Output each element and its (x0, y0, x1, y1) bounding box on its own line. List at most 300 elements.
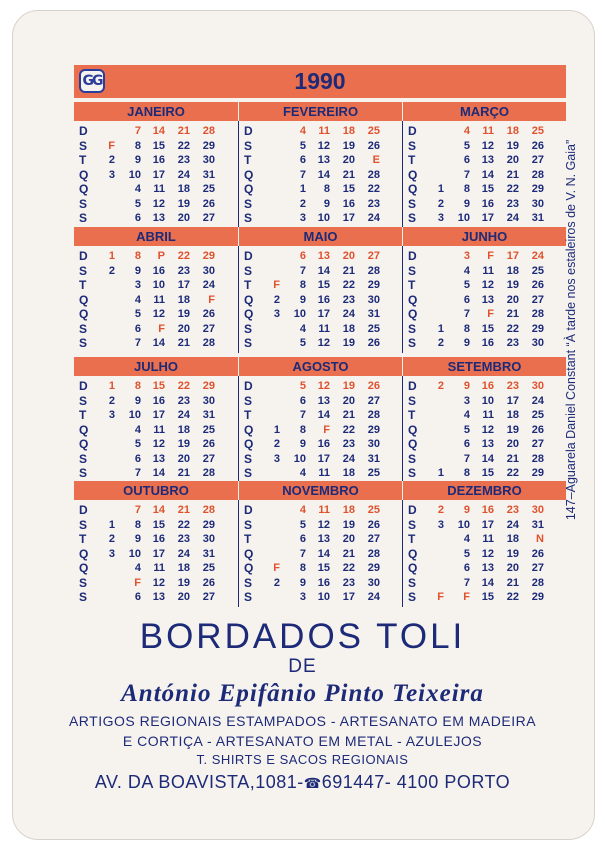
date: 16 (342, 197, 355, 210)
weekday-letter: T (408, 532, 416, 546)
weekday-letter: D (79, 503, 88, 517)
month-days (402, 500, 566, 607)
weekday-letter: S (408, 138, 417, 153)
date: 3 (108, 547, 115, 560)
date: 21 (506, 308, 519, 320)
date: 28 (202, 337, 215, 349)
date: 31 (531, 518, 544, 531)
month-days (402, 121, 566, 228)
holiday-date: 27 (367, 250, 380, 262)
week-row (74, 503, 238, 518)
business-de: DE (288, 656, 317, 677)
date: 7 (463, 452, 470, 465)
date: 14 (317, 547, 330, 560)
date: 29 (531, 322, 544, 335)
weekday-letter: D (244, 124, 253, 138)
date: 19 (177, 197, 190, 210)
weekday-letter: S (79, 575, 88, 590)
week-row (403, 211, 567, 226)
date: 10 (128, 547, 141, 560)
date: 20 (506, 293, 519, 306)
date: 28 (531, 576, 544, 589)
postal-city: - 4100 PORTO (384, 772, 511, 792)
date: 8 (299, 562, 306, 574)
date: 17 (342, 591, 355, 603)
calendar-grid (74, 65, 566, 610)
month-junho (402, 227, 566, 355)
month-name: JULHO (74, 357, 238, 376)
holiday-date: 23 (506, 380, 519, 392)
month-name: MARÇO (402, 102, 566, 121)
date: 31 (202, 168, 215, 181)
date: 25 (367, 322, 380, 335)
date: 16 (481, 337, 494, 349)
week-row (74, 197, 238, 212)
weekday-letter: S (79, 393, 88, 408)
date: 21 (342, 409, 355, 421)
date: 14 (152, 337, 165, 349)
date: 3 (437, 212, 444, 224)
week-row (403, 503, 567, 518)
date: 17 (177, 279, 190, 291)
date: 30 (367, 576, 380, 589)
date: 23 (177, 264, 190, 277)
week-row (403, 139, 567, 154)
holiday-date: 12 (317, 380, 330, 392)
date: 17 (317, 308, 330, 320)
holiday-date: F (437, 591, 444, 603)
weekday-letter: Q (244, 307, 254, 321)
weekday-letter: Q (79, 561, 89, 575)
holiday-date: 29 (202, 250, 215, 262)
date: 28 (531, 308, 544, 320)
week-row (239, 182, 403, 197)
date: 16 (317, 438, 330, 450)
date: 19 (342, 139, 355, 152)
weekday-letter: T (408, 278, 416, 292)
weekday-letter: D (79, 379, 88, 393)
weekday-letter: S (408, 211, 417, 225)
date: 14 (317, 168, 330, 181)
week-row (403, 561, 567, 576)
weekday-letter: S (79, 321, 88, 336)
date: 23 (506, 197, 519, 210)
date: 24 (177, 547, 190, 560)
date: 3 (299, 591, 306, 603)
week-row (403, 379, 567, 394)
weekday-letter: Q (79, 182, 89, 196)
date: 24 (506, 212, 519, 224)
date: 21 (342, 547, 355, 560)
week-row (239, 139, 403, 154)
date: 5 (299, 518, 306, 531)
date: 26 (531, 547, 544, 560)
weekday-letter: S (408, 393, 417, 408)
date: 20 (342, 533, 355, 545)
week-row (74, 293, 238, 308)
date: 19 (506, 423, 519, 436)
holiday-date: 20 (342, 250, 355, 262)
date: 20 (177, 322, 190, 335)
date: 20 (506, 438, 519, 450)
month-days (74, 121, 238, 228)
weekday-letter: D (244, 249, 253, 263)
week-row (239, 278, 403, 293)
date: 8 (134, 518, 141, 531)
week-row (403, 264, 567, 279)
date: 26 (531, 423, 544, 436)
date: 20 (342, 154, 355, 166)
weekday-letter: D (408, 124, 417, 138)
date: 13 (152, 452, 165, 465)
holiday-date: 18 (342, 504, 355, 516)
date: 28 (367, 409, 380, 421)
month-name: ABRIL (74, 227, 238, 246)
year-header (74, 65, 566, 98)
month-janeiro (74, 102, 238, 230)
date: 18 (177, 183, 190, 195)
date: 12 (317, 139, 330, 152)
date: 24 (367, 212, 380, 224)
month-days (238, 246, 402, 353)
date: 11 (153, 293, 165, 306)
week-row (74, 153, 238, 168)
date: 27 (531, 293, 544, 306)
date: 16 (152, 533, 165, 545)
month-name: FEVEREIRO (238, 102, 402, 121)
date: 19 (506, 139, 519, 152)
date: 6 (299, 394, 306, 407)
date: 6 (463, 293, 470, 306)
date: 2 (108, 394, 115, 407)
holiday-date: 8 (134, 380, 141, 392)
weekday-letter: S (408, 321, 417, 336)
weekday-letter: S (244, 196, 253, 211)
date: 6 (463, 562, 470, 574)
month-julho (74, 357, 238, 485)
weekday-letter: Q (79, 546, 89, 561)
month-days (74, 376, 238, 483)
date: 25 (202, 562, 215, 574)
date: 29 (202, 518, 215, 531)
date: 22 (342, 423, 355, 436)
date: 9 (134, 264, 141, 277)
date: 5 (463, 547, 470, 560)
weekday-letter: T (79, 278, 87, 292)
weekday-letter: Q (244, 182, 254, 196)
date: 11 (318, 467, 330, 479)
week-row (74, 336, 238, 351)
holiday-date: 24 (531, 250, 544, 262)
weekday-letter: T (244, 532, 252, 546)
week-row (74, 394, 238, 409)
month-days (74, 246, 238, 353)
month-days (238, 376, 402, 483)
week-row (239, 124, 403, 139)
date: 9 (134, 394, 141, 407)
weekday-letter: Q (408, 167, 418, 182)
holiday-date: 22 (177, 380, 190, 392)
week-row (74, 211, 238, 226)
date: 4 (463, 533, 470, 545)
date: 10 (293, 308, 306, 320)
weekday-letter: Q (244, 546, 254, 561)
date: 21 (177, 467, 190, 479)
month-name: AGOSTO (238, 357, 402, 376)
weekday-letter: S (244, 393, 253, 408)
date: 26 (367, 139, 380, 152)
date: 16 (152, 154, 165, 166)
date: 21 (506, 168, 519, 181)
date: 15 (152, 518, 165, 531)
date: 2 (108, 264, 115, 277)
date: 15 (481, 467, 494, 479)
weekday-letter: D (244, 379, 253, 393)
month-days (402, 376, 566, 483)
month-days (238, 121, 402, 228)
holiday-date: 21 (177, 504, 190, 516)
date: 12 (152, 438, 165, 450)
date: 1 (437, 322, 444, 335)
week-row (74, 278, 238, 293)
month-name: NOVEMBRO (238, 481, 402, 500)
weekday-letter: D (79, 124, 88, 138)
date: 8 (463, 322, 470, 335)
month-name: JANEIRO (74, 102, 238, 121)
date: 9 (463, 337, 470, 349)
month-fevereiro (238, 102, 402, 230)
week-row (239, 576, 403, 591)
week-row (403, 124, 567, 139)
date: 31 (202, 409, 215, 421)
date: 14 (152, 467, 165, 479)
date: 13 (481, 438, 494, 450)
holiday-date: 28 (202, 125, 215, 137)
holiday-date: F (273, 279, 280, 291)
week-row (239, 379, 403, 394)
date: 13 (481, 293, 494, 306)
date: 5 (463, 423, 470, 436)
products-line-2: E CORTIÇA - ARTESANATO EM METAL - AZULEJOS (122, 733, 483, 749)
month-name: OUTUBRO (74, 481, 238, 500)
date: 23 (177, 394, 190, 407)
date: 29 (202, 139, 215, 152)
date: 23 (367, 197, 380, 210)
holiday-date: F (487, 250, 494, 262)
date: 5 (299, 139, 306, 152)
date: 24 (342, 452, 355, 465)
weekday-letter: T (79, 532, 87, 546)
business-owner: António Epifânio Pinto Teixeira (121, 680, 484, 707)
week-row (239, 408, 403, 423)
date: 1 (437, 183, 444, 195)
date: 25 (531, 409, 544, 421)
holiday-date: 28 (202, 504, 215, 516)
weekday-letter: Q (79, 307, 89, 321)
date: 13 (317, 154, 330, 166)
weekday-letter: S (408, 466, 417, 480)
holiday-date: N (536, 533, 544, 545)
weekday-letter: S (244, 321, 253, 336)
date: 14 (317, 264, 330, 277)
date: 28 (531, 452, 544, 465)
date: 22 (506, 322, 519, 335)
week-row (239, 503, 403, 518)
phone-icon: ☎ (303, 775, 322, 791)
weekday-letter: S (408, 590, 417, 604)
month-name: SETEMBRO (402, 357, 566, 376)
date: 11 (482, 264, 494, 277)
weekday-letter: S (79, 451, 88, 466)
holiday-date: 14 (152, 504, 165, 516)
date: 26 (531, 139, 544, 152)
date: 5 (463, 139, 470, 152)
weekday-letter: Q (244, 422, 254, 437)
weekday-letter: Q (408, 437, 418, 451)
date: 20 (177, 591, 190, 603)
date: 5 (134, 308, 141, 320)
month-name: DEZEMBRO (402, 481, 566, 500)
date: 27 (202, 212, 215, 224)
date: 9 (134, 154, 141, 166)
week-row (239, 153, 403, 168)
date: 17 (317, 452, 330, 465)
date: 9 (299, 293, 306, 306)
week-row (239, 322, 403, 337)
holiday-date: 3 (463, 250, 470, 262)
week-row (74, 182, 238, 197)
holiday-date: F (134, 576, 141, 589)
date: 6 (134, 212, 141, 224)
date: 7 (299, 264, 306, 277)
week-row (239, 518, 403, 533)
date: 5 (134, 438, 141, 450)
date: 28 (202, 467, 215, 479)
date: 4 (463, 264, 470, 277)
date: 16 (152, 264, 165, 277)
date: 25 (202, 423, 215, 436)
date: 15 (481, 322, 494, 335)
date: 23 (177, 154, 190, 166)
date: 13 (481, 562, 494, 574)
date: 31 (531, 212, 544, 224)
week-row (239, 590, 403, 605)
date: 17 (506, 394, 519, 407)
date: 6 (299, 533, 306, 545)
month-abril (74, 227, 238, 355)
date: 6 (463, 438, 470, 450)
weekday-letter: S (408, 575, 417, 590)
date: 18 (342, 322, 355, 335)
date: 20 (177, 452, 190, 465)
date: 2 (299, 197, 306, 210)
week-row (74, 532, 238, 547)
date: 10 (457, 518, 470, 531)
date: 1 (299, 183, 306, 195)
date: 27 (202, 322, 215, 335)
holiday-date: 18 (506, 125, 519, 137)
week-row (239, 293, 403, 308)
date: 17 (152, 547, 165, 560)
weekday-letter: Q (408, 561, 418, 575)
date: 9 (299, 576, 306, 589)
date: 15 (317, 562, 330, 574)
date: 12 (152, 576, 165, 589)
date: 5 (299, 337, 306, 349)
date: 9 (299, 438, 306, 450)
weekday-letter: D (244, 503, 253, 517)
date: 1 (437, 467, 444, 479)
date: 14 (481, 168, 494, 181)
date: 7 (134, 337, 141, 349)
holiday-date: 4 (299, 504, 306, 516)
holiday-date: 16 (481, 504, 494, 516)
date: 30 (202, 154, 215, 166)
products-line-1: ARTIGOS REGIONAIS ESTAMPADOS - ARTESANATO EM MADEIRA (68, 713, 537, 729)
date: 28 (367, 547, 380, 560)
date: 3 (437, 518, 444, 531)
week-row (239, 561, 403, 576)
week-row (74, 264, 238, 279)
date: 12 (317, 337, 330, 349)
weekday-letter: Q (244, 561, 254, 575)
date: 8 (299, 423, 306, 436)
date: 8 (323, 183, 330, 195)
week-row (239, 264, 403, 279)
weekday-letter: S (79, 590, 88, 604)
holiday-date: 25 (367, 125, 380, 137)
week-row (403, 576, 567, 591)
date: 30 (367, 293, 380, 306)
holiday-date: 4 (463, 125, 470, 137)
week-row (403, 408, 567, 423)
holiday-date: F (108, 139, 115, 152)
date: 2 (273, 293, 280, 306)
month-name: JUNHO (402, 227, 566, 246)
date: 2 (108, 533, 115, 545)
date: 3 (108, 409, 115, 421)
week-row (239, 307, 403, 322)
week-row (403, 153, 567, 168)
date: 29 (367, 279, 380, 291)
date: 20 (177, 212, 190, 224)
week-row (74, 452, 238, 467)
date: 27 (202, 591, 215, 603)
holiday-date: 2 (437, 380, 444, 392)
date: 10 (128, 409, 141, 421)
date: 9 (134, 533, 141, 545)
date: 13 (152, 591, 165, 603)
date: 26 (202, 308, 215, 320)
weekday-letter: Q (79, 422, 89, 437)
date: 26 (202, 576, 215, 589)
date: 11 (482, 533, 494, 545)
week-row (74, 437, 238, 452)
date: 11 (482, 409, 494, 421)
weekday-letter: S (408, 451, 417, 466)
holiday-date: 21 (177, 125, 190, 137)
week-row (403, 590, 567, 605)
date: 19 (177, 438, 190, 450)
week-row (74, 168, 238, 183)
weekday-letter: Q (408, 182, 418, 196)
date: 17 (152, 168, 165, 181)
date: 3 (299, 212, 306, 224)
weekday-letter: S (79, 138, 88, 153)
date: 22 (506, 467, 519, 479)
weekday-letter: S (244, 575, 253, 590)
weekday-letter: S (79, 466, 88, 480)
